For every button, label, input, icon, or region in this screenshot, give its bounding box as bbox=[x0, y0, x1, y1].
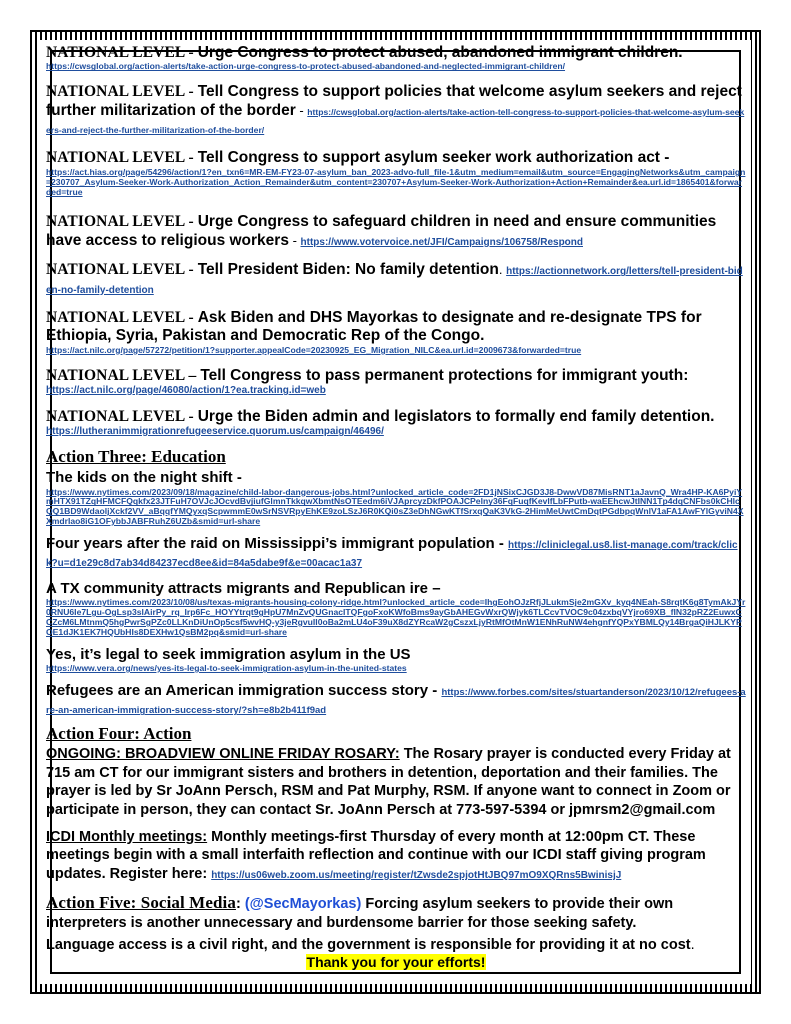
rosary-label: ONGOING: BROADVIEW ONLINE FRIDAY ROSARY: bbox=[46, 746, 400, 763]
article-link[interactable]: https://cliniclegal.us8.list-manage.com/track/click?u=d1e29c8d7ab34d84237ecd8ee&id=84a5dabe9f&e=00acac1a37 bbox=[46, 540, 738, 570]
social-colon: : bbox=[235, 896, 245, 913]
article-2 bbox=[46, 535, 746, 572]
action-link[interactable]: https://www.votervoice.net/JFI/Campaigns/106758/Respond bbox=[300, 236, 583, 248]
article-1 bbox=[46, 469, 746, 527]
action-title: Tell Congress to support policies that welcome asylum seekers and reject further militarization of the border bbox=[46, 83, 742, 119]
level-separator: - bbox=[184, 149, 198, 167]
action-title: Urge Congress to safeguard children in need and ensure communities have access to religious workers bbox=[46, 213, 717, 249]
national-action-6 bbox=[46, 309, 746, 356]
article-title: Four years after the raid on Mississippi’s immigrant population - bbox=[46, 535, 509, 553]
level-separator: - bbox=[184, 309, 198, 327]
level-separator: - bbox=[184, 44, 198, 61]
article-title: The kids on the night shift - bbox=[46, 469, 242, 487]
mayorkas-handle[interactable]: (@SecMayorkas) bbox=[244, 896, 362, 913]
article-4 bbox=[46, 646, 746, 674]
level-separator: - bbox=[184, 213, 198, 231]
level-separator: – bbox=[184, 366, 201, 384]
national-action-7 bbox=[46, 367, 746, 397]
action-title: Tell President Biden: No family detention bbox=[197, 261, 499, 279]
national-action-1 bbox=[46, 44, 746, 72]
page-content bbox=[46, 44, 746, 972]
title-separator: . bbox=[498, 262, 507, 278]
language-access-text: Language access is a civil right, and the government is responsible for providing it at no cost bbox=[46, 937, 691, 954]
national-action-8 bbox=[46, 408, 746, 438]
article-title: Yes, it’s legal to seek immigration asylum in the US bbox=[46, 645, 411, 663]
icdi-colon: : bbox=[202, 865, 212, 882]
level-label: NATIONAL LEVEL bbox=[46, 407, 185, 425]
national-action-4 bbox=[46, 213, 746, 250]
icdi-text: Monthly meetings-first Thursday of every month at 12:00pm CT. These meetings begin with a small interfaith reflection and continue with our ICDI staff giving program updates. Register here bbox=[46, 829, 706, 882]
rosary-paragraph bbox=[46, 745, 746, 819]
section-heading-action: Action Four: Action bbox=[46, 723, 192, 743]
rosary-text: The Rosary prayer is conducted every Friday at 715 am CT for our immigrant sisters and brothers in detention, deportation and their families. The prayer is led by Sr JoAnn Persch, RSM and Pat Murphy, RSM. If anyone want to connect in Zoom or participate in person, they can contact Sr. JoAnn Persch at 773-597-5394 or jpmrsm2@gmail.com bbox=[46, 746, 731, 818]
action-title: Ask Biden and DHS Mayorkas to designate and re-designate TPS for Ethiopia, Syria, Pakistan and Democratic Rep of the Congo. bbox=[46, 309, 702, 345]
action-link[interactable]: https://act.nilc.org/page/57272/petition/1?supporter.appealCode=20230925_EG_Migration_NILC&ea.url.id=2009673&forwarded=true bbox=[46, 344, 582, 355]
level-label: NATIONAL LEVEL bbox=[46, 366, 185, 384]
level-label: NATIONAL LEVEL bbox=[46, 149, 185, 167]
thanks-line bbox=[46, 954, 746, 972]
icdi-register-link[interactable]: https://us06web.zoom.us/meeting/register/tZwsde2spjotHtJBQ97mO9XQRns5BwinisjJ bbox=[211, 869, 622, 881]
social-media-paragraph bbox=[46, 892, 746, 932]
section-heading-social-media: Action Five: Social Media bbox=[46, 893, 236, 913]
title-separator: - bbox=[288, 232, 301, 248]
national-action-2 bbox=[46, 83, 746, 138]
action-link[interactable]: https://act.hias.org/page/54296/action/1?en_txn6=MR-EM-FY23-07-asylum_ban_2023-advo-full_file-1&utm_medium=email&utm_source=EngagingNetworks&utm_campaign=230707_Asylum-Seeker-Work-Authorization_Action_Remainder&utm_content=230707+Asylum-Seeker-Work-Authorization+Action+Remainder&ea.url.id=1865401&forwarded=true bbox=[46, 166, 746, 197]
language-access-paragraph bbox=[46, 936, 746, 954]
level-label: NATIONAL LEVEL bbox=[46, 309, 185, 327]
level-separator: - bbox=[184, 83, 198, 101]
national-action-5 bbox=[46, 261, 746, 298]
action-title: Urge the Biden admin and legislators to formally end family detention. bbox=[197, 407, 715, 425]
article-link[interactable]: https://www.nytimes.com/2023/10/08/us/texas-migrants-housing-colony-ridge.html?unlocked_article_code=IhgEohOJzRfjJLukmSje2mGXv_kyq4NEah-S8rqtK6g8TymAkJYr0RNU6Ie7Lgu-OgLsp3slAirPy_rq_Irp6Fc_HOYYtrqt9gHpU7MnZvQUGnacITQFgoFxoKWfoBms9ayGbAHEGvWxrQWjyk6TLCcvTVOC9c04zxbqVYjro69XB_fIN32pRZ2EuwxCCZcM6LMtnmQ5hgPwrSgPZc0LLKnDiUnOp5csf5wvHQ-y3jeRgvuII0oBa2mLU4oF39uX8dZYRcaW2gCszxLjyRtMfOtMnW1ENhRuNW4ehgnfYQPxYBMLQy14BrgaQiHJLKYPOE1dJK1EK7HQUbHIs8DEXHw1QsBM2pq&smid=url-share bbox=[46, 597, 746, 637]
level-label: NATIONAL LEVEL bbox=[46, 83, 185, 101]
level-label: NATIONAL LEVEL bbox=[46, 213, 185, 231]
icdi-label: ICDI Monthly meetings: bbox=[46, 829, 208, 846]
article-link[interactable]: https://www.nytimes.com/2023/09/18/magazine/child-labor-dangerous-jobs.html?unlocked_article_code=2FD1jNSixCJGD3J8-DwwVD87MisRNT1aJavnQ_Wra4HP-KA6PyiYmHTX91TZqHFMCFQqkfx23JTFuH7OVJcJOcvdBvjiufGlmnTkkqwXbmtNsOTEedm6iVJAprcyzDkfPOAJCPelny36FqFuqfKevlfLbFPutb-waEEhcwJtINN1Tp4dqCNFbs0kCHlcQQ1BD9WdaoljXckf2VV_aBqqfYMQyxqScpwmmE0wSrNSVRpyEhKE9zoLSzJ6R0KQi0sZ3eDhNGwKTfSrxqQaK3VkG-2HimMeUwtCmDqtPGdbpqWnlV1aFA1AwFYlGyviN4XXmdrIao8iG1OFybbJABFRuhZ6UZb&smid=url-share bbox=[46, 486, 744, 527]
national-action-3 bbox=[46, 149, 746, 197]
action-link[interactable]: https://cwsglobal.org/action-alerts/take-action-urge-congress-to-protect-abused-abandoned-and-neglected-immigrant-children/ bbox=[46, 61, 566, 72]
article-3 bbox=[46, 580, 746, 638]
title-separator: - bbox=[295, 102, 308, 118]
article-title: Refugees are an American immigration success story - bbox=[46, 681, 442, 699]
level-label: NATIONAL LEVEL bbox=[46, 44, 185, 61]
social-text: Forcing asylum seekers to provide their own interpreters is another unnecessary and burdensome barrier for those seeking safety. bbox=[46, 896, 674, 931]
level-label: NATIONAL LEVEL bbox=[46, 261, 185, 279]
article-link[interactable]: https://www.forbes.com/sites/stuartanderson/2023/10/12/refugees-are-an-american-immigration-success-story/?sh=e8b2b411f9ad bbox=[46, 686, 746, 717]
action-link[interactable]: https://actionnetwork.org/letters/tell-president-biden-no-family-detention bbox=[46, 266, 743, 296]
section-heading-education: Action Three: Education bbox=[46, 447, 226, 467]
article-title: A TX community attracts migrants and Republican ire – bbox=[46, 579, 441, 597]
thanks-banner: Thank you for your efforts! bbox=[306, 953, 486, 970]
article-5 bbox=[46, 682, 746, 719]
action-title: Urge Congress to protect abused, abandoned immigrant children. bbox=[197, 44, 683, 61]
level-separator: - bbox=[184, 407, 198, 425]
level-separator: - bbox=[184, 261, 198, 279]
action-link[interactable]: https://act.nilc.org/page/46080/action/1?ea.tracking.id=web bbox=[46, 385, 326, 397]
article-link[interactable]: https://www.vera.org/news/yes-its-legal-to-seek-immigration-asylum-in-the-united-states bbox=[46, 663, 407, 674]
action-title: Tell Congress to pass permanent protections for immigrant youth: bbox=[200, 366, 689, 384]
icdi-paragraph bbox=[46, 828, 746, 883]
action-link[interactable]: https://cwsglobal.org/action-alerts/take-action-tell-congress-to-support-policies-that-welcome-asylum-seekers-and-reject-the-further-militarization-of-the-border/ bbox=[46, 106, 745, 136]
language-access-period: . bbox=[690, 937, 695, 954]
action-title: Tell Congress to support asylum seeker work authorization act - bbox=[197, 149, 670, 167]
action-link[interactable]: https://lutheranimmigrationrefugeeservice.quorum.us/campaign/46496/ bbox=[46, 425, 384, 437]
